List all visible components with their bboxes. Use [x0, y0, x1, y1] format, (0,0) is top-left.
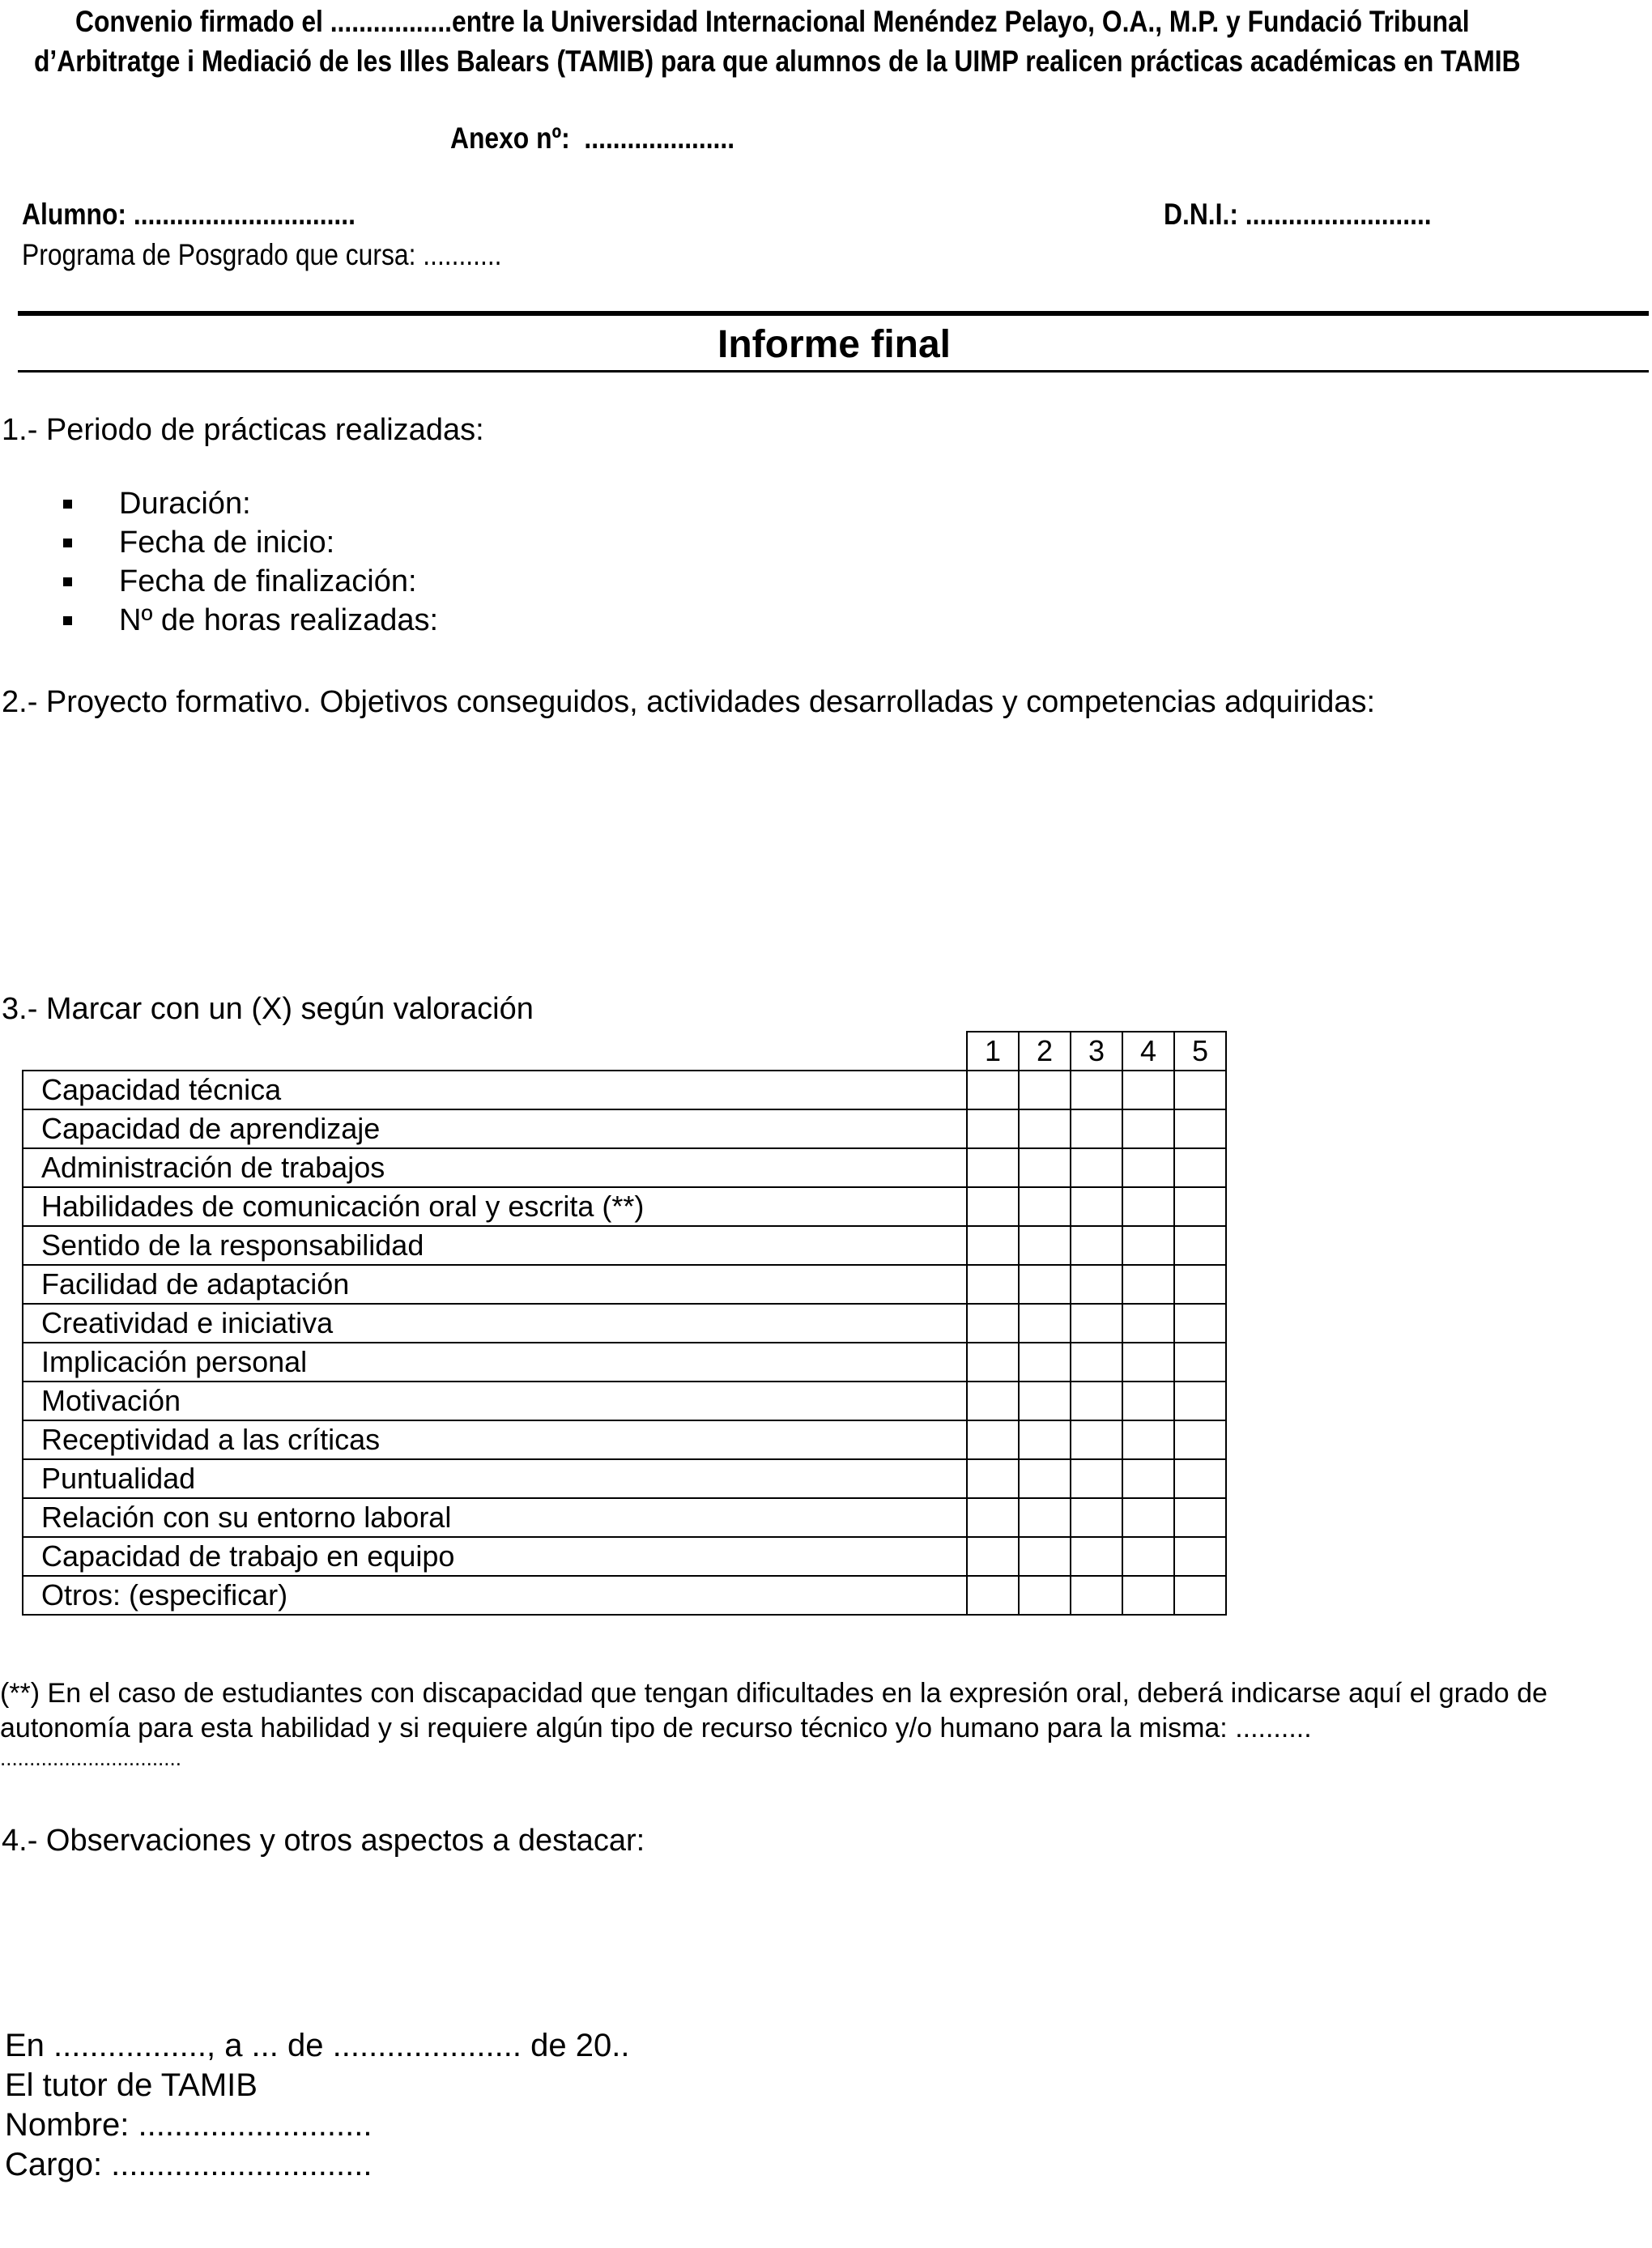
rating-cell[interactable] [1174, 1576, 1226, 1615]
rating-cell[interactable] [1122, 1459, 1174, 1498]
rating-cell[interactable] [1174, 1148, 1226, 1187]
rating-cell[interactable] [1019, 1537, 1071, 1576]
rating-cell[interactable] [967, 1343, 1019, 1382]
rating-cell[interactable] [1071, 1265, 1122, 1304]
rating-cell[interactable] [1174, 1459, 1226, 1498]
tutor-label: El tutor de TAMIB [5, 2067, 258, 2103]
rating-cell[interactable] [1071, 1304, 1122, 1343]
rating-cell[interactable] [1174, 1537, 1226, 1576]
rating-cell[interactable] [1071, 1537, 1122, 1576]
rating-cell[interactable] [1122, 1537, 1174, 1576]
criterion-label: Otros: (especificar) [23, 1576, 967, 1615]
criterion-label: Facilidad de adaptación [23, 1265, 967, 1304]
section3-heading: 3.- Marcar con un (X) según valoración [2, 992, 534, 1026]
rating-cell[interactable] [1122, 1382, 1174, 1420]
section1-heading: 1.- Periodo de prácticas realizadas: [2, 413, 484, 447]
place-date-line: En ................., a ... de ..................... de 20.. [5, 2028, 630, 2063]
rating-cell[interactable] [1122, 1576, 1174, 1615]
footnote-line1: (**) En el caso de estudiantes con discapacidad que tengan dificultades en la expresión oral, deberá indicarse aquí el grado de [0, 1678, 1548, 1709]
page-title: Informe final [717, 323, 952, 366]
rating-cell[interactable] [967, 1148, 1019, 1187]
list-item: Duración: [57, 484, 438, 523]
rating-cell[interactable] [1122, 1265, 1174, 1304]
section4-heading: 4.- Observaciones y otros aspectos a destacar: [2, 1824, 645, 1858]
student-name-value: ............................... [133, 198, 356, 231]
criterion-label: Habilidades de comunicación oral y escrita (**) [23, 1187, 967, 1226]
title-top-rule [18, 311, 1649, 316]
rating-cell[interactable] [1019, 1071, 1071, 1109]
table-row [23, 1382, 1226, 1420]
scale-header-5: 5 [1174, 1032, 1226, 1071]
rating-cell[interactable] [1019, 1109, 1071, 1148]
table-row [23, 1187, 1226, 1226]
annex-number [450, 121, 734, 155]
rating-cell[interactable] [967, 1576, 1019, 1615]
rating-cell[interactable] [967, 1382, 1019, 1420]
rating-cell[interactable] [967, 1187, 1019, 1226]
table-row [23, 1537, 1226, 1576]
annex-value: ..................... [584, 121, 735, 155]
rating-cell[interactable] [1122, 1304, 1174, 1343]
program-field [22, 238, 502, 272]
rating-cell[interactable] [1174, 1420, 1226, 1459]
criterion-label: Creatividad e iniciativa [23, 1304, 967, 1343]
list-item: Fecha de finalización: [57, 562, 438, 601]
table-row [23, 1226, 1226, 1265]
criterion-label: Capacidad de aprendizaje [23, 1109, 967, 1148]
rating-cell[interactable] [1174, 1109, 1226, 1148]
rating-cell[interactable] [1174, 1304, 1226, 1343]
table-row [23, 1109, 1226, 1148]
dni-label: D.N.I.: [1164, 198, 1238, 231]
agreement-header-line1: Convenio firmado el .................entre la Universidad Internacional Menéndez Pelayo, O.A., M.P. y Fundació Tribunal [75, 5, 1470, 38]
table-row [23, 1459, 1226, 1498]
rating-cell[interactable] [967, 1265, 1019, 1304]
rating-cell[interactable] [1071, 1109, 1122, 1148]
criterion-label: Motivación [23, 1382, 967, 1420]
rating-cell[interactable] [1019, 1382, 1071, 1420]
student-name-field [22, 198, 356, 232]
rating-cell[interactable] [1071, 1187, 1122, 1226]
criterion-label: Receptividad a las críticas [23, 1420, 967, 1459]
tutor-name-line: Nombre: .......................... [5, 2107, 373, 2143]
criterion-label: Implicación personal [23, 1343, 967, 1382]
section2-heading: 2.- Proyecto formativo. Objetivos conseguidos, actividades desarrolladas y competencias adquiridas: [2, 685, 1376, 719]
rating-cell[interactable] [1019, 1187, 1071, 1226]
bullet-square-icon [63, 616, 72, 625]
table-row [23, 1071, 1226, 1109]
table-row [23, 1265, 1226, 1304]
table-row [23, 1304, 1226, 1343]
table-row [23, 1148, 1226, 1187]
agreement-header-line2: d’Arbitratge i Mediació de les Illes Balears (TAMIB) para que alumnos de la UIMP realicen prácticas académicas en TAMIB [34, 45, 1521, 78]
rating-cell[interactable] [967, 1459, 1019, 1498]
rating-cell[interactable] [1122, 1148, 1174, 1187]
rating-cell[interactable] [1019, 1148, 1071, 1187]
rating-cell[interactable] [1071, 1071, 1122, 1109]
evaluation-table [22, 1031, 1227, 1616]
criterion-label: Capacidad técnica [23, 1071, 967, 1109]
rating-cell[interactable] [1122, 1071, 1174, 1109]
bullet-square-icon [63, 577, 72, 586]
rating-cell[interactable] [1174, 1265, 1226, 1304]
scale-header-row [23, 1032, 1226, 1071]
table-row [23, 1343, 1226, 1382]
rating-cell[interactable] [1071, 1576, 1122, 1615]
rating-cell[interactable] [1122, 1498, 1174, 1537]
rating-cell[interactable] [1122, 1226, 1174, 1265]
rating-cell[interactable] [1122, 1187, 1174, 1226]
rating-cell[interactable] [967, 1304, 1019, 1343]
dni-field [1164, 198, 1432, 232]
rating-cell[interactable] [1019, 1343, 1071, 1382]
rating-cell[interactable] [1019, 1576, 1071, 1615]
table-row [23, 1498, 1226, 1537]
program-label: Programa de Posgrado que cursa: [22, 238, 416, 271]
scale-header-3: 3 [1071, 1032, 1122, 1071]
rating-cell[interactable] [1071, 1148, 1122, 1187]
criterion-label: Relación con su entorno laboral [23, 1498, 967, 1537]
rating-cell[interactable] [1071, 1498, 1122, 1537]
rating-cell[interactable] [967, 1537, 1019, 1576]
rating-cell[interactable] [1071, 1459, 1122, 1498]
criterion-label: Puntualidad [23, 1459, 967, 1498]
program-value: ........... [423, 238, 502, 271]
rating-cell[interactable] [1071, 1382, 1122, 1420]
table-row [23, 1420, 1226, 1459]
rating-cell[interactable] [967, 1498, 1019, 1537]
criterion-label: Capacidad de trabajo en equipo [23, 1537, 967, 1576]
annex-label: Anexo nº: [450, 121, 570, 155]
rating-cell[interactable] [1174, 1498, 1226, 1537]
rating-cell[interactable] [1174, 1187, 1226, 1226]
list-item: Fecha de inicio: [57, 523, 438, 562]
rating-cell[interactable] [1019, 1304, 1071, 1343]
rating-cell[interactable] [967, 1109, 1019, 1148]
rating-cell[interactable] [1019, 1459, 1071, 1498]
rating-cell[interactable] [967, 1226, 1019, 1265]
list-item: Nº de horas realizadas: [57, 601, 438, 640]
rating-cell[interactable] [967, 1071, 1019, 1109]
rating-cell[interactable] [1174, 1226, 1226, 1265]
student-name-label: Alumno: [22, 198, 127, 231]
rating-cell[interactable] [1019, 1226, 1071, 1265]
tutor-role-line: Cargo: ............................. [5, 2147, 373, 2182]
rating-cell[interactable] [1071, 1226, 1122, 1265]
bullet-square-icon [63, 539, 72, 547]
rating-cell[interactable] [1071, 1343, 1122, 1382]
footnote-line2: autonomía para esta habilidad y si requiere algún tipo de recurso técnico y/o humano para la misma: .......... [0, 1713, 1312, 1743]
criterion-label: Administración de trabajos [23, 1148, 967, 1187]
bullet-square-icon [63, 500, 72, 509]
scale-header-4: 4 [1122, 1032, 1174, 1071]
rating-cell[interactable] [1122, 1420, 1174, 1459]
table-row [23, 1576, 1226, 1615]
rating-cell[interactable] [1174, 1071, 1226, 1109]
title-bottom-rule [18, 370, 1649, 373]
rating-cell[interactable] [1174, 1343, 1226, 1382]
rating-cell[interactable] [967, 1420, 1019, 1459]
rating-cell[interactable] [1122, 1109, 1174, 1148]
footnote-line3: ............................... [0, 1746, 181, 1770]
scale-header-2: 2 [1019, 1032, 1071, 1071]
dni-value: .......................... [1245, 198, 1432, 231]
rating-cell[interactable] [1174, 1382, 1226, 1420]
scale-header-1: 1 [967, 1032, 1019, 1071]
rating-cell[interactable] [1019, 1498, 1071, 1537]
rating-cell[interactable] [1122, 1343, 1174, 1382]
rating-cell[interactable] [1071, 1420, 1122, 1459]
criterion-label: Sentido de la responsabilidad [23, 1226, 967, 1265]
rating-cell[interactable] [1019, 1420, 1071, 1459]
period-list [57, 484, 438, 640]
rating-cell[interactable] [1019, 1265, 1071, 1304]
